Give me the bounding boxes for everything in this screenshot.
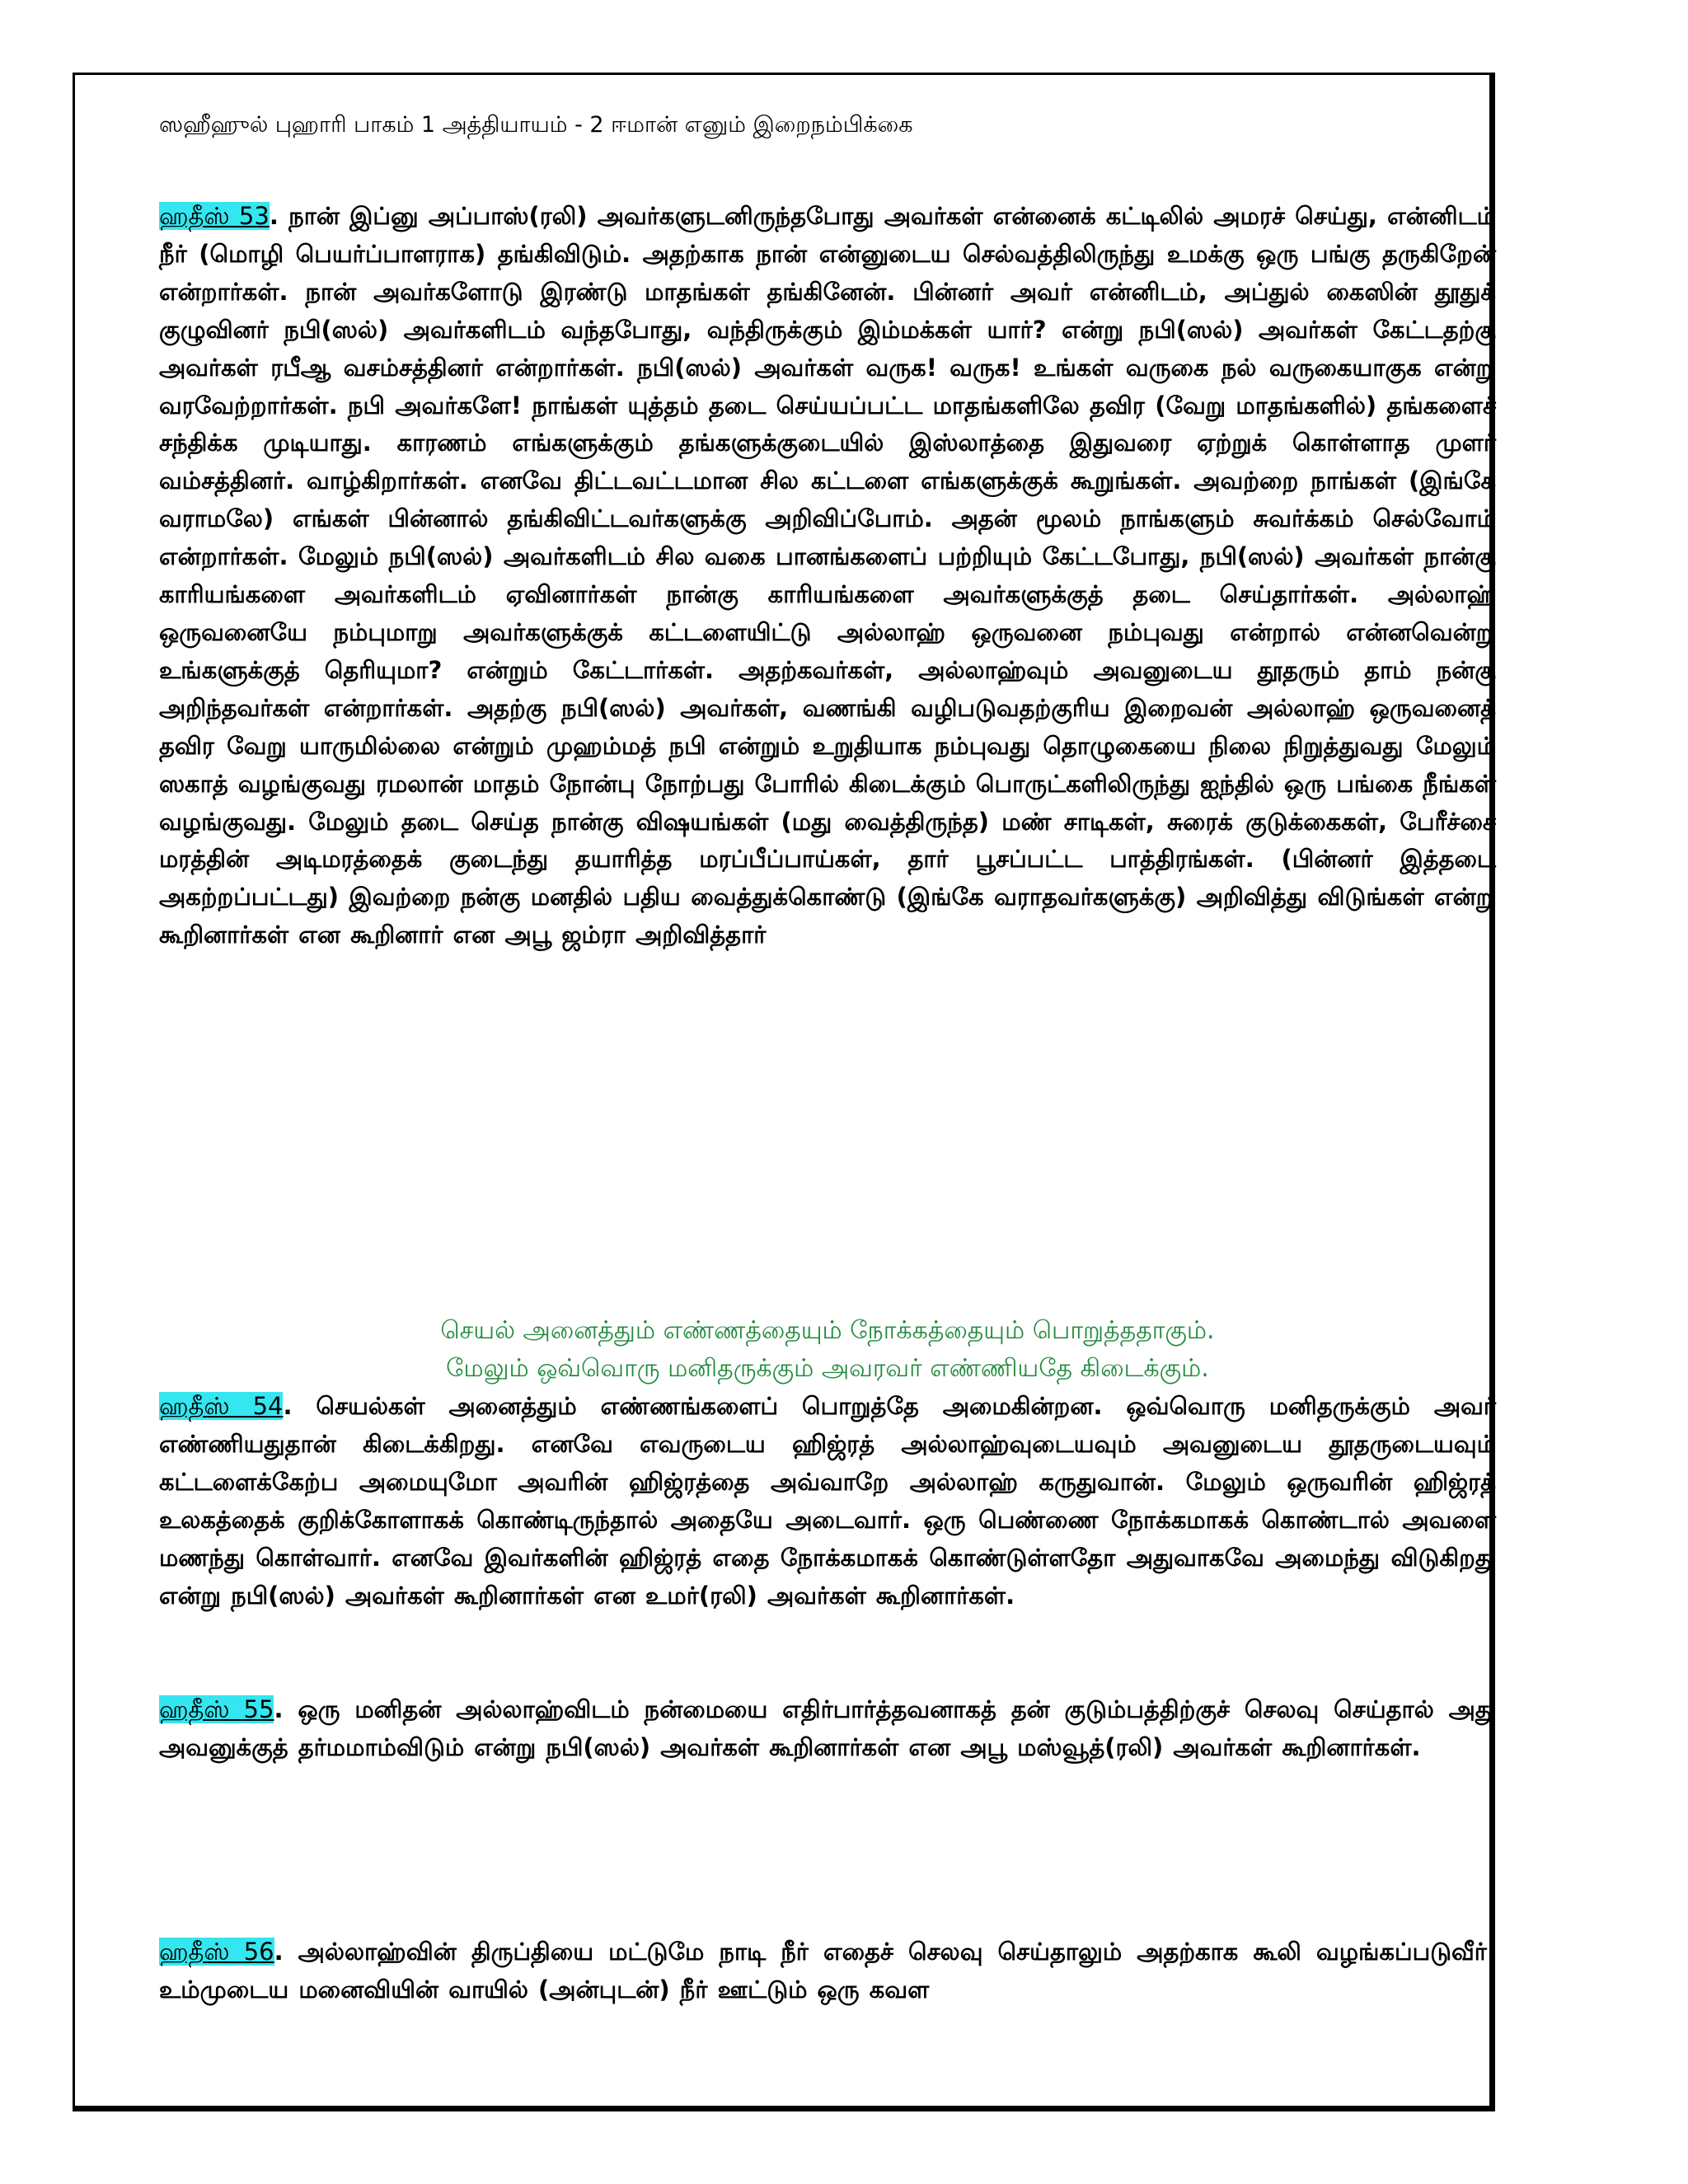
hadith-text: . நான் இப்னு அப்பாஸ்(ரலி) அவர்களுடனிருந்தபோது அவர்கள் என்னைக் கட்டிலில் அமரச் செய்து, என்னிடம் நீர் (மொழி பெயர்ப்பாளராக) தங்கிவிடும். அதற்காக நான் என்னுடைய செல்வத்திலிருந்து உமக்கு ஒரு பங்கு தருகிறேன் என்றார்கள். நான் அவர்களோடு இரண்டு மாதங்கள் தங்கினேன். பின்னர் அவர் என்னிடம், அப்துல் கைஸின் தூதுக் குழுவினர் நபி(ஸல்) அவர்களிடம் வந்தபோது, வந்திருக்கும் இம்மக்கள் யார்? என்று நபி(ஸல்) அவர்கள் கேட்டதற்கு அவர்கள் ரபீஆ வசம்சத்தினர் என்றார்கள். நபி(ஸல்) அவர்கள் வருக! வருக! உங்கள் வருகை நல் வருகையாகுக என்று வரவேற்றார்கள். நபி அவர்களே! நாங்கள் யுத்தம் தடை செய்யப்பட்ட மாதங்களிலே தவிர (வேறு மாதங்களில்) தங்களைச் சந்திக்க முடியாது. காரணம் எங்களுக்கும் தங்களுக்குடையில் இஸ்லாத்தை இதுவரை ஏற்றுக் கொள்ளாத முளர் வம்சத்தினர். வாழ்கிறார்கள். எனவே திட்டவட்டமான சில கட்டளை எங்களுக்குக் கூறுங்கள். அவற்றை நாங்கள் (இங்கே வராமலே) எங்கள் பின்னால் தங்கிவிட்டவர்களுக்கு அறிவிப்போம். அதன் மூலம் நாங்களும் சுவர்க்கம் செல்வோம் என்றார்கள். மேலும் நபி(ஸல்) அவர்களிடம் சில வகை பானங்களைப் பற்றியும் கேட்டபோது, நபி(ஸல்) அவர்கள் நான்கு காரியங்களை அவர்களிடம் ஏவினார்கள் நான்கு காரியங்களை அவர்களுக்குத் தடை செய்தார்கள். அல்லாஹ் ஒருவனையே நம்புமாறு அவர்களுக்குக் கட்டளையிட்டு அல்லாஹ் ஒருவனை நம்புவது என்றால் என்னவென்று உங்களுக்குத் தெரியுமா? என்றும் கேட்டார்கள். அதற்கவர்கள், அல்லாஹ்வும் அவனுடைய தூதரும் தாம் நன்கு அறிந்தவர்கள் என்றார்கள். அதற்கு நபி(ஸல்) அவர்கள், வணங்கி வழிபடுவதற்குரிய இறைவன் அல்லாஹ் ஒருவனைத் தவிர வேறு யாருமில்லை என்றும் முஹம்மத் நபி என்றும் உறுதியாக நம்புவது தொழுகையை நிலை நிறுத்துவது மேலும் ஸகாத் வழங்குவது ரமலான் மாதம் நோன்பு நோற்பது போரில் கிடைக்கும் பொருட்களிலிருந்து ஐந்தில் ஒரு பங்கை நீங்கள் வழங்குவது. மேலும் தடை செய்த நான்கு விஷயங்கள் (மது வைத்திருந்த) மண் சாடிகள், சுரைக் குடுக்கைகள், பேரீச்சை மரத்தின் அடிமரத்தைக் குடைந்து தயாரித்த மரப்பீப்பாய்கள், தார் பூசப்பட்ட பாத்திரங்கள். (பின்னர் இத்தடை அகற்றப்பட்டது) இவற்றை நன்கு மனதில் பதிய வைத்துக்கொண்டு (இங்கே வராதவர்களுக்கு) அறிவித்து விடுங்கள் என்று கூறினார்கள் என கூறினார் என அபூ ஜம்ரா அறிவித்தார் — [159, 202, 1496, 949]
chapter-heading-line-1: செயல் அனைத்தும் எண்ணத்தையும் நோக்கத்தையும் பொறுத்ததாகும். — [440, 1316, 1215, 1345]
hadith-text: . செயல்கள் அனைத்தும் எண்ணங்களைப் பொறுத்தே அமைகின்றன. ஒவ்வொரு மனிதருக்கும் அவர் எண்ணியதுதான் கிடைக்கிறது. எனவே எவருடைய ஹிஜ்ரத் அல்லாஹ்வுடையவும் அவனுடைய தூதருடையவும் கட்டளைக்கேற்ப அமையுமோ அவரின் ஹிஜ்ரத்தை அவ்வாறே அல்லாஹ் கருதுவான். மேலும் ஒருவரின் ஹிஜ்ரத் உலகத்தைக் குறிக்கோளாகக் கொண்டிருந்தால் அதையே அடைவார். ஒரு பெண்ணை நோக்கமாகக் கொண்டால் அவளை மணந்து கொள்வார். எனவே இவர்களின் ஹிஜ்ரத் எதை நோக்கமாகக் கொண்டுள்ளதோ அதுவாகவே அமைந்து விடுகிறது என்று நபி(ஸல்) அவர்கள் கூறினார்கள் என உமர்(ரலி) அவர்கள் கூறினார்கள். — [159, 1392, 1496, 1610]
hadith-56 — [159, 1933, 1496, 2009]
hadith-label: ஹதீஸ் 55 — [159, 1695, 274, 1723]
hadith-label: ஹதீஸ் 56 — [159, 1938, 274, 1966]
page-header: ஸஹீஹுல் புஹாரி பாகம் 1 அத்தியாயம் - 2 ஈமான் எனும் இறைநம்பிக்கை — [159, 112, 913, 138]
hadith-text: . ஒரு மனிதன் அல்லாஹ்விடம் நன்மையை எதிர்பார்த்தவனாகத் தன் குடும்பத்திற்குச் செலவு செய்தால் அது அவனுக்குத் தர்மமாம்விடும் என்று நபி(ஸல்) அவர்கள் கூறினார்கள் என அபூ மஸ்வூத்(ரலி) அவர்கள் கூறினார்கள். — [159, 1695, 1496, 1761]
hadith-53 — [159, 198, 1496, 954]
hadith-label: ஹதீஸ் 54 — [159, 1392, 284, 1420]
chapter-heading-line-2: மேலும் ஒவ்வொரு மனிதருக்கும் அவரவர் எண்ணியதே கிடைக்கும். — [446, 1354, 1209, 1383]
hadith-text: . அல்லாஹ்வின் திருப்தியை மட்டுமே நாடி நீர் எதைச் செலவு செய்தாலும் அதற்காக கூலி வழங்கப்படுவீர். உம்முடைய மனைவியின் வாயில் (அன்புடன்) நீர் ஊட்டும் ஒரு கவள — [159, 1938, 1496, 2004]
hadith-55 — [159, 1691, 1496, 1767]
hadith-label: ஹதீஸ் 53 — [159, 202, 270, 230]
hadith-54 — [159, 1388, 1496, 1615]
